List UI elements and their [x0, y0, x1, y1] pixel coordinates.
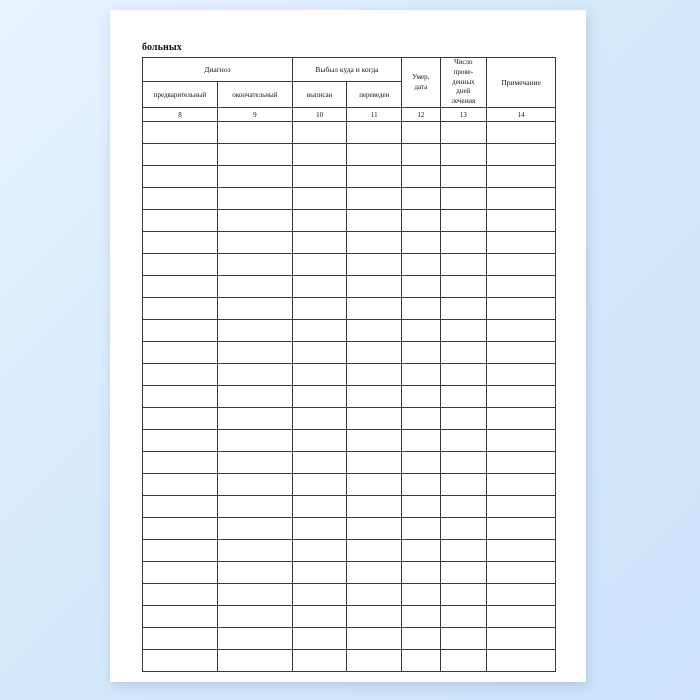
table-cell[interactable] [217, 650, 292, 672]
header-discharge: Выбыл куда и когда [292, 58, 401, 82]
table-cell[interactable] [292, 210, 347, 232]
page-title: больных [142, 42, 182, 53]
table-row[interactable] [143, 518, 556, 540]
table-row[interactable] [143, 254, 556, 276]
table-cell[interactable] [292, 298, 347, 320]
table-body [143, 122, 556, 672]
table-cell[interactable] [292, 474, 347, 496]
table-cell[interactable] [402, 562, 440, 584]
table-cell[interactable] [440, 188, 487, 210]
table-cell[interactable] [487, 342, 556, 364]
table-cell[interactable] [143, 628, 218, 650]
header-notes: Примечание [487, 58, 556, 108]
table-cell[interactable] [143, 188, 218, 210]
table-cell[interactable] [143, 650, 218, 672]
header-treatment-days-line1: Число [454, 58, 473, 66]
table-cell[interactable] [402, 474, 440, 496]
table-cell[interactable] [347, 342, 402, 364]
colnum-9: 9 [217, 108, 292, 122]
header-diagnosis: Диагноз [143, 58, 293, 82]
table-cell[interactable] [440, 628, 487, 650]
table-cell[interactable] [347, 188, 402, 210]
table-cell[interactable] [402, 144, 440, 166]
table-cell[interactable] [487, 232, 556, 254]
table-cell[interactable] [347, 650, 402, 672]
table-cell[interactable] [217, 364, 292, 386]
table-row[interactable] [143, 276, 556, 298]
table-cell[interactable] [402, 606, 440, 628]
table-cell[interactable] [347, 122, 402, 144]
table-cell[interactable] [217, 276, 292, 298]
table-cell[interactable] [487, 210, 556, 232]
table-cell[interactable] [292, 188, 347, 210]
table-cell[interactable] [143, 232, 218, 254]
table-cell[interactable] [292, 166, 347, 188]
table-cell[interactable] [143, 474, 218, 496]
table-cell[interactable] [402, 298, 440, 320]
table-row[interactable] [143, 298, 556, 320]
table-cell[interactable] [143, 452, 218, 474]
table-cell[interactable] [217, 188, 292, 210]
colnum-8: 8 [143, 108, 218, 122]
table-cell[interactable] [143, 122, 218, 144]
table-cell[interactable] [217, 408, 292, 430]
table-row[interactable] [143, 166, 556, 188]
table-cell[interactable] [347, 210, 402, 232]
table-cell[interactable] [292, 342, 347, 364]
table-cell[interactable] [440, 452, 487, 474]
table-row[interactable] [143, 452, 556, 474]
table-cell[interactable] [292, 606, 347, 628]
sheet-content [142, 42, 558, 672]
header-treatment-days-line5: лечения [451, 97, 476, 106]
table-cell[interactable] [292, 496, 347, 518]
table-cell[interactable] [440, 650, 487, 672]
table-cell[interactable] [402, 540, 440, 562]
colnum-14: 14 [487, 108, 556, 122]
table-cell[interactable] [143, 254, 218, 276]
table-cell[interactable] [143, 342, 218, 364]
table-cell[interactable] [217, 540, 292, 562]
table-row[interactable] [143, 144, 556, 166]
table-cell[interactable] [143, 606, 218, 628]
table-cell[interactable] [347, 276, 402, 298]
table-cell[interactable] [487, 386, 556, 408]
table-row[interactable] [143, 562, 556, 584]
table-row[interactable] [143, 188, 556, 210]
table-cell[interactable] [440, 144, 487, 166]
table-cell[interactable] [440, 254, 487, 276]
table-column-numbers [143, 108, 556, 122]
table-cell[interactable] [347, 320, 402, 342]
table-cell[interactable] [487, 166, 556, 188]
table-cell[interactable] [292, 276, 347, 298]
table-cell[interactable] [347, 408, 402, 430]
table-cell[interactable] [402, 386, 440, 408]
table-cell[interactable] [292, 430, 347, 452]
header-death-date [402, 58, 440, 108]
table-cell[interactable] [402, 210, 440, 232]
table-cell[interactable] [487, 540, 556, 562]
table-cell[interactable] [143, 166, 218, 188]
table-cell[interactable] [347, 628, 402, 650]
table-cell[interactable] [217, 518, 292, 540]
table-row[interactable] [143, 364, 556, 386]
table-cell[interactable] [143, 144, 218, 166]
table-cell[interactable] [292, 452, 347, 474]
table-cell[interactable] [292, 650, 347, 672]
table-row[interactable] [143, 408, 556, 430]
header-diagnosis-final: окончательный [217, 81, 292, 107]
table-cell[interactable] [402, 584, 440, 606]
table-cell[interactable] [347, 474, 402, 496]
table-cell[interactable] [487, 562, 556, 584]
table-cell[interactable] [292, 562, 347, 584]
table-cell[interactable] [292, 320, 347, 342]
table-cell[interactable] [143, 276, 218, 298]
table-row[interactable] [143, 386, 556, 408]
table-cell[interactable] [402, 496, 440, 518]
table-cell[interactable] [402, 342, 440, 364]
table-cell[interactable] [402, 518, 440, 540]
table-cell[interactable] [440, 562, 487, 584]
table-cell[interactable] [402, 408, 440, 430]
table-cell[interactable] [347, 386, 402, 408]
table-cell[interactable] [292, 540, 347, 562]
table-cell[interactable] [347, 232, 402, 254]
header-diagnosis-preliminary: предварительный [143, 81, 218, 107]
table-row[interactable] [143, 474, 556, 496]
table-row[interactable] [143, 584, 556, 606]
table-cell[interactable] [347, 364, 402, 386]
table-cell[interactable] [440, 430, 487, 452]
table-cell[interactable] [143, 320, 218, 342]
header-death-date-line1: Умер, [412, 72, 430, 81]
table-row[interactable] [143, 650, 556, 672]
table-cell[interactable] [292, 518, 347, 540]
table-cell[interactable] [402, 430, 440, 452]
table-cell[interactable] [402, 364, 440, 386]
table-row[interactable] [143, 496, 556, 518]
table-cell[interactable] [143, 430, 218, 452]
table-cell[interactable] [292, 254, 347, 276]
table-cell[interactable] [347, 430, 402, 452]
table-cell[interactable] [143, 386, 218, 408]
table-cell[interactable] [487, 606, 556, 628]
table-cell[interactable] [487, 408, 556, 430]
table-row[interactable] [143, 606, 556, 628]
table-cell[interactable] [143, 364, 218, 386]
table-cell[interactable] [347, 144, 402, 166]
table-cell[interactable] [440, 474, 487, 496]
table-cell[interactable] [347, 254, 402, 276]
table-cell[interactable] [440, 540, 487, 562]
table-cell[interactable] [217, 144, 292, 166]
table-cell[interactable] [402, 650, 440, 672]
header-treatment-days-line4: дней [456, 87, 471, 96]
header-treatment-days-line3: денных [452, 77, 475, 86]
table-cell[interactable] [292, 386, 347, 408]
table-cell[interactable] [487, 144, 556, 166]
table-cell[interactable] [440, 518, 487, 540]
table-cell[interactable] [292, 628, 347, 650]
table-cell[interactable] [487, 188, 556, 210]
table-cell[interactable] [347, 562, 402, 584]
colnum-12: 12 [402, 108, 440, 122]
table-cell[interactable] [217, 584, 292, 606]
table-cell[interactable] [487, 320, 556, 342]
table-cell[interactable] [143, 562, 218, 584]
table-cell[interactable] [487, 628, 556, 650]
table-cell[interactable] [143, 584, 218, 606]
table-cell[interactable] [487, 276, 556, 298]
table-cell[interactable] [440, 364, 487, 386]
table-cell[interactable] [487, 452, 556, 474]
table-cell[interactable] [402, 232, 440, 254]
table-cell[interactable] [347, 540, 402, 562]
table-cell[interactable] [440, 320, 487, 342]
table-cell[interactable] [292, 408, 347, 430]
table-cell[interactable] [217, 122, 292, 144]
table-cell[interactable] [402, 166, 440, 188]
colnum-10: 10 [292, 108, 347, 122]
table-cell[interactable] [143, 518, 218, 540]
table-cell[interactable] [440, 166, 487, 188]
table-cell[interactable] [440, 408, 487, 430]
table-cell[interactable] [292, 144, 347, 166]
table-cell[interactable] [292, 122, 347, 144]
table-cell[interactable] [402, 452, 440, 474]
table-cell[interactable] [440, 232, 487, 254]
table-cell[interactable] [217, 166, 292, 188]
table-cell[interactable] [292, 232, 347, 254]
table-cell[interactable] [440, 342, 487, 364]
table-cell[interactable] [440, 276, 487, 298]
table-cell[interactable] [347, 166, 402, 188]
table-cell[interactable] [217, 232, 292, 254]
table-cell[interactable] [402, 254, 440, 276]
table-cell[interactable] [402, 628, 440, 650]
table-row[interactable] [143, 342, 556, 364]
table-cell[interactable] [440, 496, 487, 518]
table-cell[interactable] [487, 430, 556, 452]
colnum-11: 11 [347, 108, 402, 122]
table-cell[interactable] [347, 606, 402, 628]
table-cell[interactable] [487, 518, 556, 540]
table-cell[interactable] [217, 628, 292, 650]
table-cell[interactable] [487, 254, 556, 276]
header-treatment-days [440, 58, 487, 108]
header-treatment-days-line2: прове- [453, 67, 474, 76]
table-row[interactable] [143, 628, 556, 650]
table-cell[interactable] [347, 496, 402, 518]
table-cell[interactable] [440, 584, 487, 606]
table-cell[interactable] [143, 210, 218, 232]
table-cell[interactable] [217, 254, 292, 276]
table-cell[interactable] [143, 496, 218, 518]
table-cell[interactable] [217, 210, 292, 232]
table-cell[interactable] [347, 518, 402, 540]
table-cell[interactable] [217, 496, 292, 518]
document-page [110, 10, 586, 682]
table-cell[interactable] [487, 364, 556, 386]
table-row[interactable] [143, 232, 556, 254]
table-row[interactable] [143, 540, 556, 562]
table-cell[interactable] [402, 122, 440, 144]
table-cell[interactable] [440, 122, 487, 144]
table-cell[interactable] [217, 320, 292, 342]
table-cell[interactable] [487, 650, 556, 672]
table-cell[interactable] [143, 408, 218, 430]
table-cell[interactable] [292, 584, 347, 606]
table-cell[interactable] [347, 584, 402, 606]
table-cell[interactable] [402, 320, 440, 342]
table-cell[interactable] [217, 562, 292, 584]
table-cell[interactable] [217, 386, 292, 408]
table-cell[interactable] [402, 188, 440, 210]
table-cell[interactable] [347, 298, 402, 320]
table-header-groups [143, 58, 556, 82]
table-cell[interactable] [487, 496, 556, 518]
table-cell[interactable] [217, 606, 292, 628]
table-cell[interactable] [292, 364, 347, 386]
table-cell[interactable] [487, 584, 556, 606]
table-cell[interactable] [143, 540, 218, 562]
table-cell[interactable] [217, 298, 292, 320]
table-cell[interactable] [217, 452, 292, 474]
table-cell[interactable] [440, 210, 487, 232]
table-cell[interactable] [440, 386, 487, 408]
table-cell[interactable] [402, 276, 440, 298]
table-cell[interactable] [487, 298, 556, 320]
header-discharged: выписан [292, 81, 347, 107]
table-row[interactable] [143, 122, 556, 144]
table-cell[interactable] [217, 342, 292, 364]
table-cell[interactable] [440, 606, 487, 628]
table-cell[interactable] [143, 298, 218, 320]
table-cell[interactable] [487, 474, 556, 496]
table-row[interactable] [143, 210, 556, 232]
table-row[interactable] [143, 430, 556, 452]
colnum-13: 13 [440, 108, 487, 122]
table-row[interactable] [143, 320, 556, 342]
table-cell[interactable] [217, 474, 292, 496]
header-death-date-line2: дата [414, 82, 428, 91]
table-cell[interactable] [487, 122, 556, 144]
table-cell[interactable] [217, 430, 292, 452]
table-cell[interactable] [440, 298, 487, 320]
header-transferred: переведен [347, 81, 402, 107]
registry-table [142, 57, 556, 672]
table-cell[interactable] [347, 452, 402, 474]
